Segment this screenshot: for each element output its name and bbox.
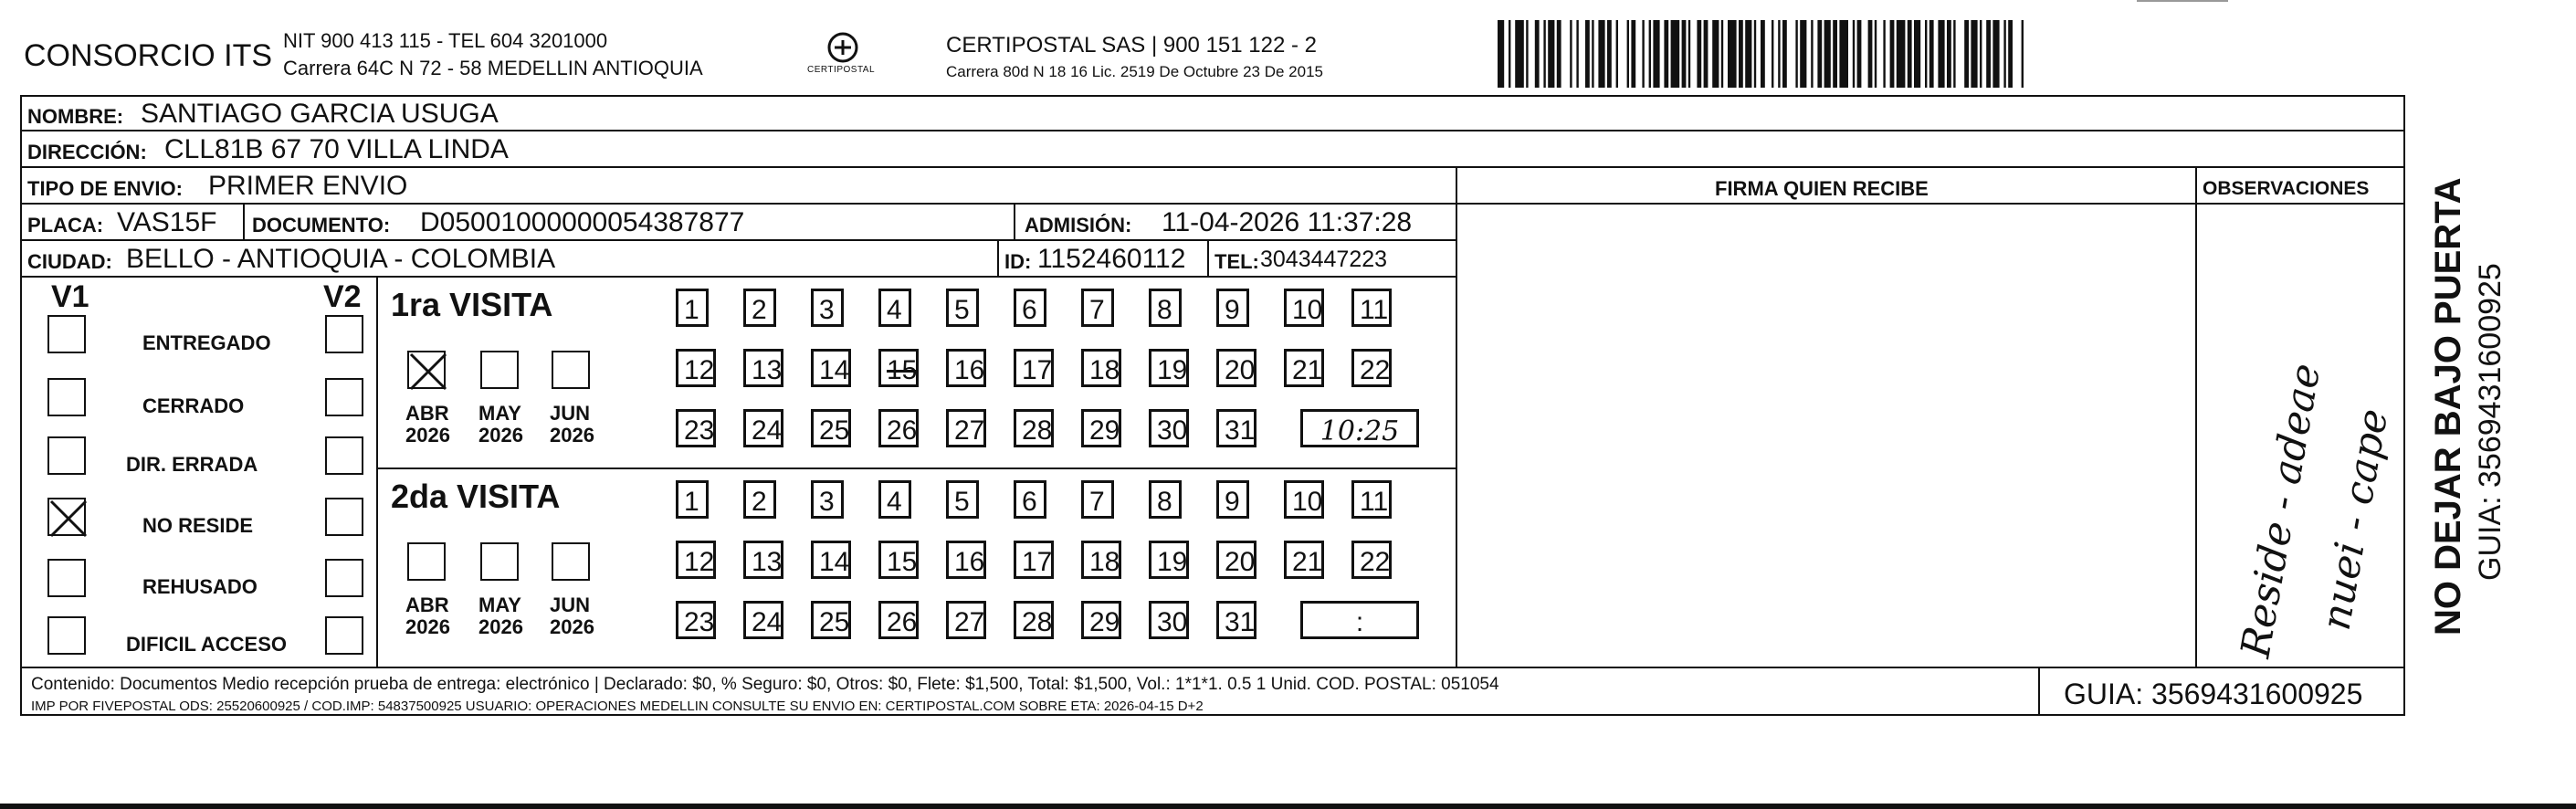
day-box[interactable]: 3: [811, 480, 844, 519]
day-box[interactable]: 21: [1284, 349, 1324, 387]
day-box[interactable]: 12: [676, 349, 716, 387]
day-box[interactable]: 22: [1351, 349, 1392, 387]
month-year: 2026: [550, 615, 594, 638]
day-box[interactable]: 2: [743, 480, 776, 519]
day-box[interactable]: 13: [743, 349, 783, 387]
day-box[interactable]: 2: [743, 289, 776, 327]
placa-value: VAS15F: [117, 207, 217, 237]
day-box[interactable]: 27: [946, 409, 986, 447]
status-label: DIFICIL ACCESO: [126, 633, 288, 656]
visit-time-box[interactable]: :: [1300, 601, 1419, 639]
day-box[interactable]: 11: [1351, 289, 1392, 327]
side-guia-text: GUIA: 3569431600925: [2473, 263, 2508, 581]
direccion-value: CLL81B 67 70 VILLA LINDA: [164, 134, 509, 164]
day-box[interactable]: 28: [1014, 601, 1054, 639]
tel-label: TEL:: [1214, 250, 1259, 273]
day-box[interactable]: 28: [1014, 409, 1054, 447]
observaciones-header: OBSERVACIONES: [2203, 178, 2370, 199]
company-name: CONSORCIO ITS: [24, 38, 273, 73]
day-box[interactable]: 26: [878, 409, 919, 447]
tel-value: 3043447223: [1260, 247, 1388, 272]
v2-checkbox[interactable]: [325, 559, 363, 597]
observation-note-2: nuei - cape: [2312, 405, 2398, 634]
day-box[interactable]: 25: [811, 409, 851, 447]
day-box[interactable]: 12: [676, 541, 716, 579]
day-box[interactable]: 10: [1284, 480, 1324, 519]
tipo-envio-value: PRIMER ENVIO: [208, 171, 408, 201]
day-box[interactable]: 31: [1216, 601, 1256, 639]
day-box[interactable]: 4: [878, 289, 911, 327]
day-box[interactable]: 1: [676, 480, 709, 519]
day-box[interactable]: 10: [1284, 289, 1324, 327]
status-label: REHUSADO: [142, 575, 258, 598]
nombre-value: SANTIAGO GARCIA USUGA: [141, 99, 499, 129]
placa-label: PLACA:: [27, 214, 104, 236]
day-box[interactable]: 5: [946, 480, 979, 519]
bottom-edge: [0, 804, 2576, 809]
ciudad-label: CIUDAD:: [27, 250, 112, 273]
top-rule: [2137, 0, 2228, 2]
day-box[interactable]: 6: [1014, 480, 1046, 519]
v2-checkbox[interactable]: [325, 436, 363, 475]
barcode: [1498, 20, 2228, 88]
day-box[interactable]: 31: [1216, 409, 1256, 447]
day-box[interactable]: 30: [1149, 601, 1189, 639]
day-box[interactable]: 16: [946, 541, 986, 579]
certipostal-title: CERTIPOSTAL SAS | 900 151 122 - 2: [946, 33, 1317, 58]
tipo-envio-label: TIPO DE ENVIO:: [27, 177, 183, 200]
id-value: 1152460112: [1037, 244, 1186, 274]
day-box[interactable]: 20: [1216, 349, 1256, 387]
day-box[interactable]: 15: [878, 349, 919, 387]
day-box[interactable]: 19: [1149, 541, 1189, 579]
month-checkbox[interactable]: [480, 351, 519, 389]
day-box[interactable]: 24: [743, 409, 783, 447]
day-box[interactable]: 24: [743, 601, 783, 639]
day-box[interactable]: 4: [878, 480, 911, 519]
month-year: 2026: [478, 615, 523, 638]
day-box[interactable]: 26: [878, 601, 919, 639]
certipostal-license: Carrera 80d N 18 16 Lic. 2519 De Octubre 23 De 2015: [946, 63, 1323, 80]
admision-label: ADMISIÓN:: [1025, 214, 1132, 236]
status-label: DIR. ERRADA: [126, 453, 258, 476]
day-box[interactable]: 18: [1081, 349, 1121, 387]
day-box[interactable]: 30: [1149, 409, 1189, 447]
day-box[interactable]: 18: [1081, 541, 1121, 579]
v1-checkbox[interactable]: [47, 498, 86, 536]
v2-checkbox[interactable]: [325, 498, 363, 536]
month-label: ABR: [405, 594, 449, 616]
day-box[interactable]: 3: [811, 289, 844, 327]
day-box[interactable]: 21: [1284, 541, 1324, 579]
v2-checkbox[interactable]: [325, 616, 363, 655]
month-year: 2026: [405, 615, 450, 638]
side-guia: [2466, 173, 2511, 584]
ciudad-value: BELLO - ANTIOQUIA - COLOMBIA: [126, 244, 556, 274]
day-box[interactable]: 16: [946, 349, 986, 387]
v2-checkbox[interactable]: [325, 315, 363, 353]
day-box[interactable]: 17: [1014, 349, 1054, 387]
day-box[interactable]: 29: [1081, 409, 1121, 447]
v1-checkbox[interactable]: [47, 315, 86, 353]
month-checkbox[interactable]: [407, 542, 446, 581]
day-box[interactable]: 13: [743, 541, 783, 579]
month-year: 2026: [550, 424, 594, 447]
nombre-label: NOMBRE:: [27, 105, 124, 128]
company-address: Carrera 64C N 72 - 58 MEDELLIN ANTIOQUIA: [283, 57, 703, 79]
day-box[interactable]: 11: [1351, 480, 1392, 519]
day-box[interactable]: 27: [946, 601, 986, 639]
day-box[interactable]: 14: [811, 349, 851, 387]
v2-checkbox[interactable]: [325, 378, 363, 416]
month-label: JUN: [550, 594, 591, 616]
day-box[interactable]: 9: [1216, 289, 1249, 327]
day-box[interactable]: 7: [1081, 289, 1114, 327]
visit-time-box[interactable]: 10:25: [1300, 409, 1419, 447]
month-checkbox[interactable]: [552, 351, 590, 389]
month-checkbox[interactable]: [407, 351, 446, 389]
month-label: MAY: [478, 402, 521, 425]
v1-checkbox[interactable]: [47, 559, 86, 597]
no-dejar-bajo-puerta: NO DEJAR BAJO PUERTA: [2428, 177, 2468, 636]
month-label: MAY: [478, 594, 521, 616]
footer-guia: GUIA: 3569431600925: [2064, 678, 2363, 710]
day-box[interactable]: 5: [946, 289, 979, 327]
firma-header: FIRMA QUIEN RECIBE: [1715, 177, 1929, 200]
day-box[interactable]: 9: [1216, 480, 1249, 519]
certipostal-logo: CERTIPOSTAL: [804, 29, 882, 82]
status-label: CERRADO: [142, 394, 245, 417]
day-box[interactable]: 25: [811, 601, 851, 639]
month-year: 2026: [405, 424, 450, 447]
observation-note-1: Reside - adeae: [2232, 360, 2330, 661]
status-label: ENTREGADO: [142, 331, 271, 354]
day-box[interactable]: 19: [1149, 349, 1189, 387]
documento-label: DOCUMENTO:: [252, 214, 391, 236]
v2-header: V2: [323, 279, 362, 314]
v1-checkbox[interactable]: [47, 378, 86, 416]
month-year: 2026: [478, 424, 523, 447]
day-box[interactable]: 8: [1149, 480, 1182, 519]
day-box[interactable]: 7: [1081, 480, 1114, 519]
day-box[interactable]: 6: [1014, 289, 1046, 327]
day-box[interactable]: 23: [676, 409, 716, 447]
month-checkbox[interactable]: [480, 542, 519, 581]
day-box[interactable]: 22: [1351, 541, 1392, 579]
month-label: JUN: [550, 402, 591, 425]
day-box[interactable]: 29: [1081, 601, 1121, 639]
day-box[interactable]: 17: [1014, 541, 1054, 579]
month-label: ABR: [405, 402, 449, 425]
day-box[interactable]: 1: [676, 289, 709, 327]
visit-title: 1ra VISITA: [391, 286, 553, 323]
footer-imp: IMP POR FIVEPOSTAL ODS: 25520600925 / COD.IMP: 54837500925 USUARIO: OPERACIONES MEDELLIN CONSULTE SU ENVIO EN: CERTIPOSTAL.COM SOBRE ETA: 2026-04-15 D+2: [31, 699, 1204, 714]
status-label: NO RESIDE: [142, 514, 254, 537]
day-box[interactable]: 20: [1216, 541, 1256, 579]
documento-value: D05001000000054387877: [420, 207, 745, 237]
v1-checkbox[interactable]: [47, 616, 86, 655]
day-box[interactable]: 15: [878, 541, 919, 579]
visit-title: 2da VISITA: [391, 478, 561, 515]
day-box[interactable]: 14: [811, 541, 851, 579]
admision-value: 11-04-2026 11:37:28: [1162, 207, 1413, 237]
id-label: ID:: [1004, 250, 1032, 273]
side-warning: [2418, 119, 2473, 639]
footer-content: Contenido: Documentos Medio recepción prueba de entrega: electrónico | Declarado: $0, % Seguro: $0, Otros: $0, Flete: $1,500, Total: $1,500, Vol.: 1*1*1. 0.5 1 Unid. COD. POSTAL: 051054: [31, 675, 1499, 694]
company-nit: NIT 900 413 115 - TEL 604 3201000: [283, 29, 608, 52]
v1-checkbox[interactable]: [47, 436, 86, 475]
day-box[interactable]: 8: [1149, 289, 1182, 327]
observations-area: [2195, 276, 2405, 667]
v1-header: V1: [51, 279, 89, 314]
direccion-label: DIRECCIÓN:: [27, 141, 147, 163]
day-box[interactable]: 23: [676, 601, 716, 639]
month-checkbox[interactable]: [552, 542, 590, 581]
